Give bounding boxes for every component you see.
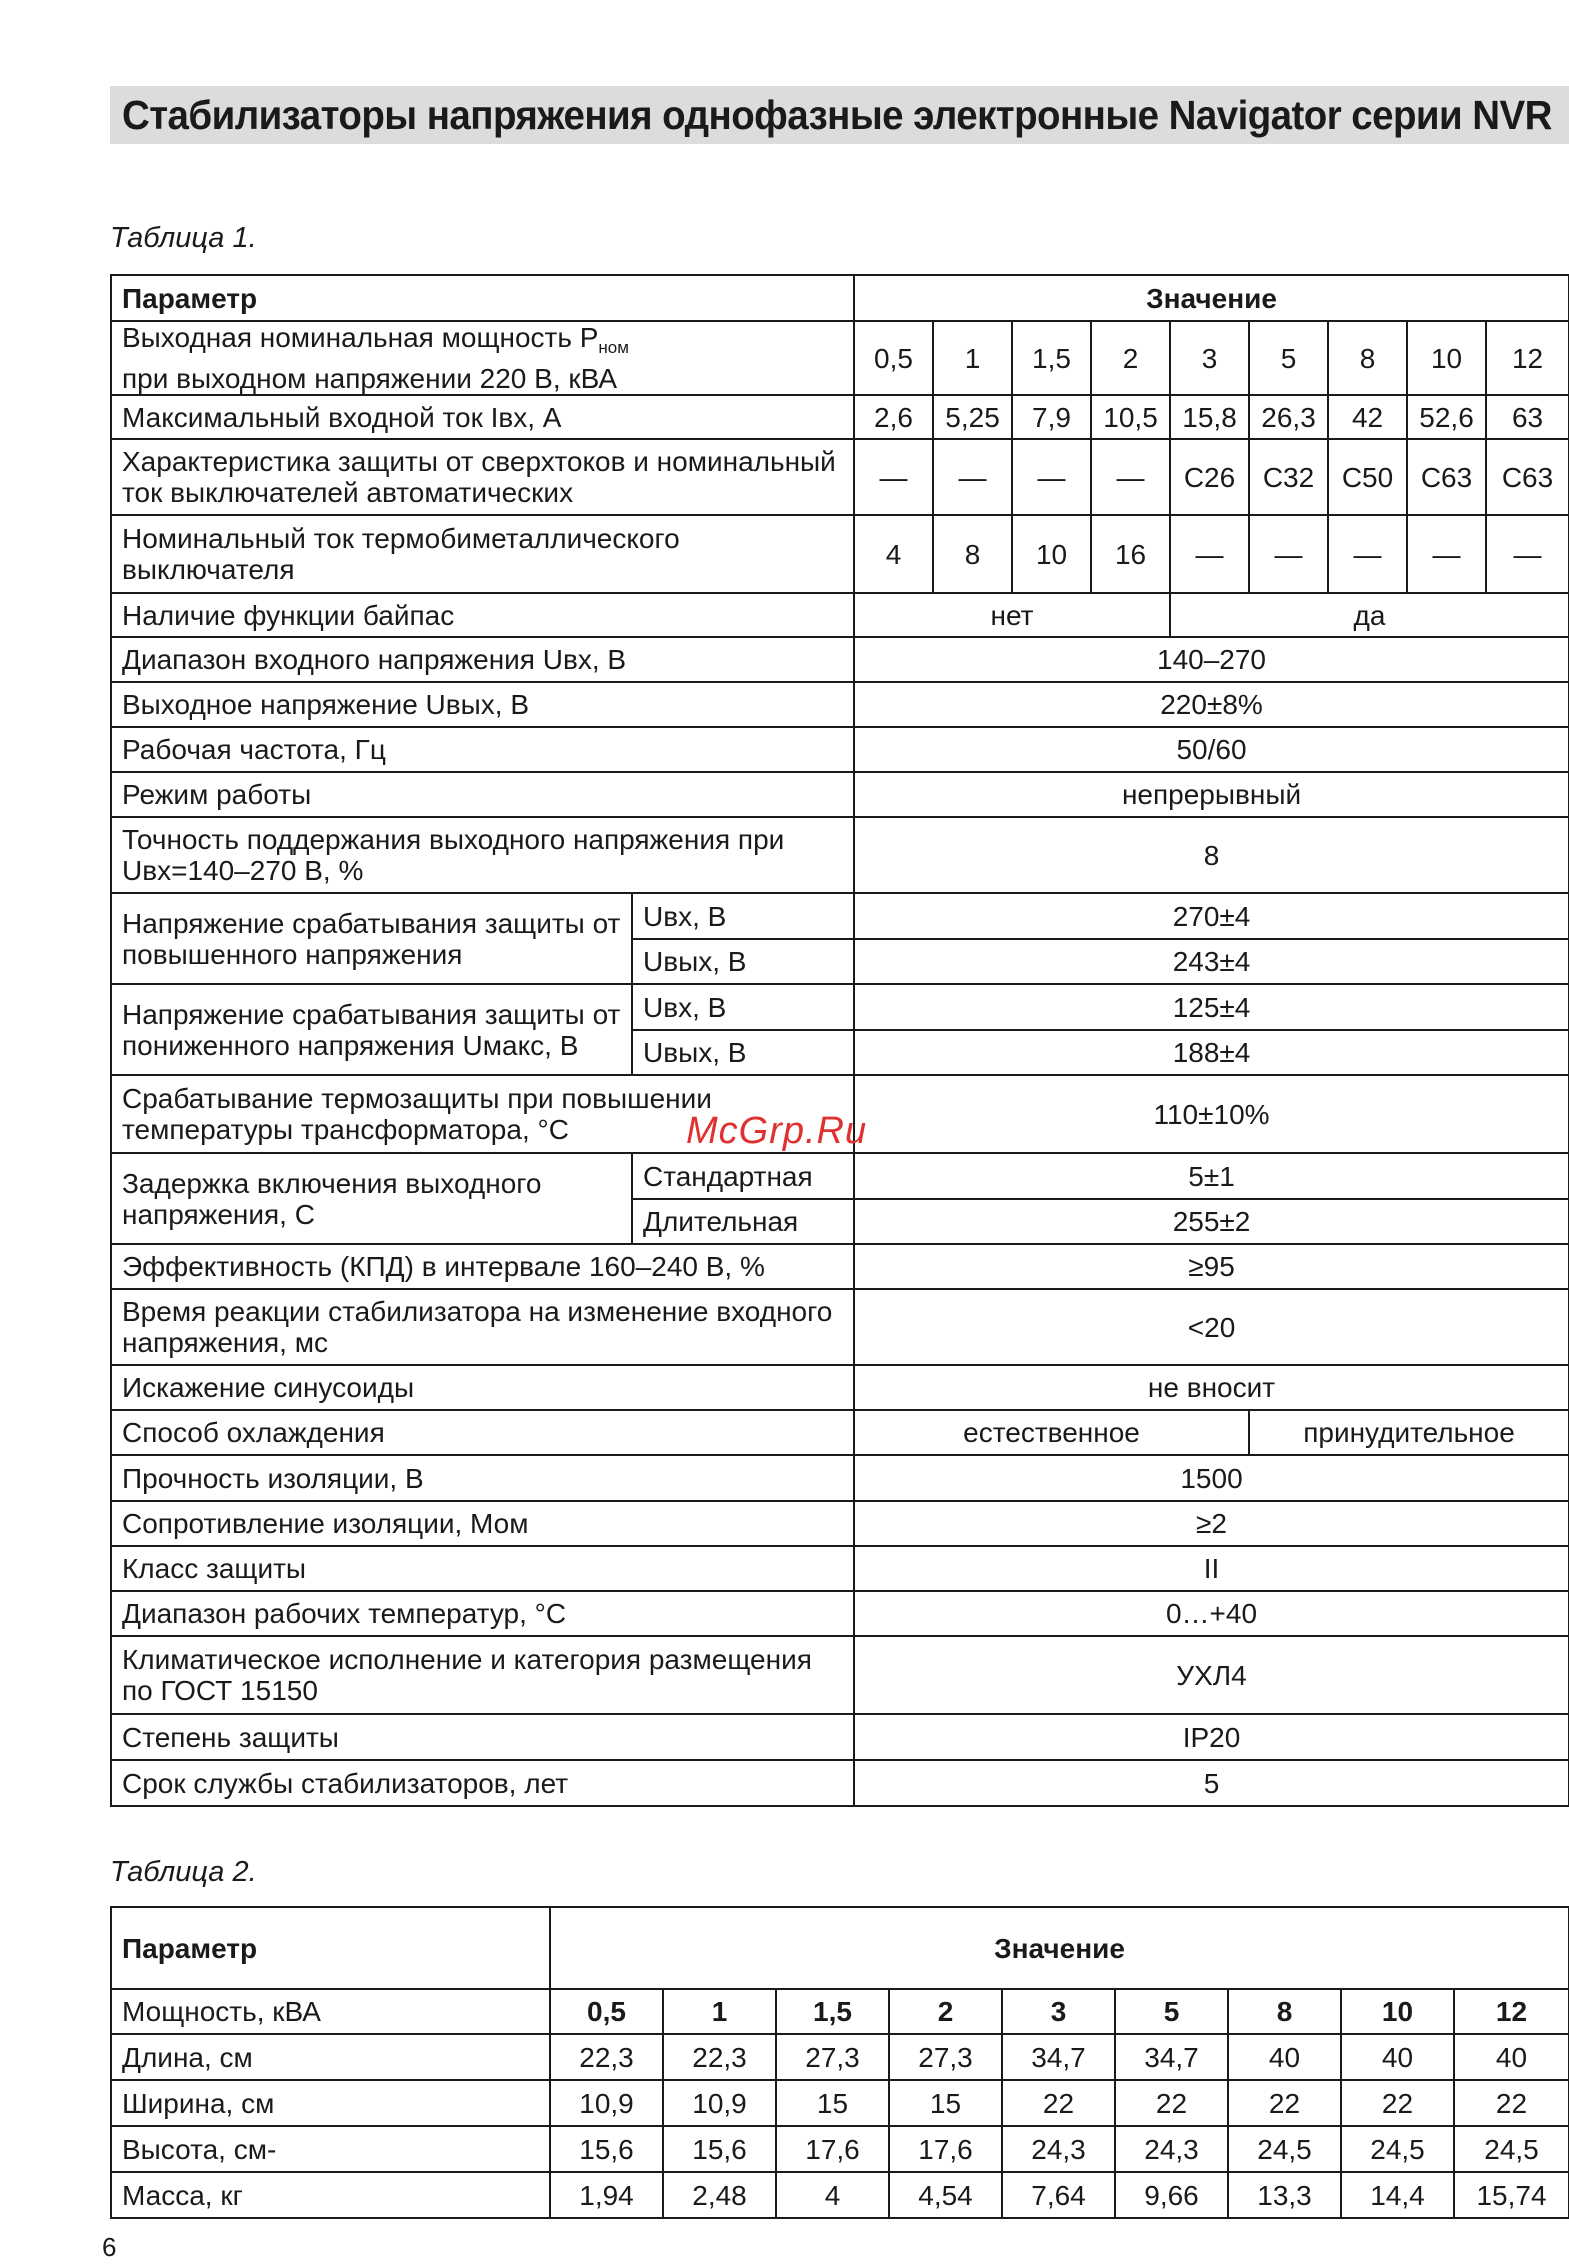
- dim-value: 1,94: [550, 2172, 663, 2218]
- page-title: Стабилизаторы напряжения однофазные электронные Navigator серии NVR: [110, 86, 1569, 144]
- under-label: Напряжение срабатывания защиты от пониженного напряжения Uмакс, В: [111, 984, 632, 1075]
- thermal-value: —: [1486, 515, 1569, 593]
- dim-value: 22,3: [550, 2034, 663, 2080]
- delay-sublabel: Стандартная: [632, 1153, 854, 1199]
- delay-value: 5±1: [854, 1153, 1569, 1199]
- param-value: ≥95: [854, 1244, 1569, 1289]
- table-row: [111, 1636, 1569, 1714]
- table-row: [111, 1455, 1569, 1501]
- param-value: непрерывный: [854, 772, 1569, 817]
- param-label: Режим работы: [111, 772, 854, 817]
- param-label: Сопротивление изоляции, Мом: [111, 1501, 854, 1546]
- under-value: 188±4: [854, 1030, 1569, 1075]
- table-row: [111, 817, 1569, 893]
- table-row: [111, 637, 1569, 682]
- header-param: Параметр: [111, 1907, 550, 1989]
- table-row: [111, 1365, 1569, 1410]
- over-sublabel: Uвх, В: [632, 893, 854, 939]
- current-value: 52,6: [1407, 395, 1486, 439]
- dim-value: 17,6: [776, 2126, 889, 2172]
- power-value: 1,5: [776, 1989, 889, 2034]
- table-row: [111, 727, 1569, 772]
- table-row: [111, 1591, 1569, 1636]
- bypass-no: нет: [854, 593, 1170, 637]
- table-row: [111, 1410, 1569, 1455]
- dim-value: 10,9: [550, 2080, 663, 2126]
- power-value: 0,5: [550, 1989, 663, 2034]
- table1-caption: Таблица 1.: [110, 222, 257, 254]
- dim-value: 22: [1341, 2080, 1454, 2126]
- power-value: 8: [1328, 321, 1407, 395]
- header-value: Значение: [550, 1907, 1569, 1989]
- over-value: 270±4: [854, 893, 1569, 939]
- power-value: 1,5: [1012, 321, 1091, 395]
- dim-label: Длина, см: [111, 2034, 550, 2080]
- table-row: [111, 2126, 1569, 2172]
- dim-value: 22: [1002, 2080, 1115, 2126]
- dim-value: 17,6: [889, 2126, 1002, 2172]
- dim-label: Высота, см-: [111, 2126, 550, 2172]
- delay-sublabel: Длительная: [632, 1199, 854, 1244]
- dim-value: 4,54: [889, 2172, 1002, 2218]
- dim-value: 9,66: [1115, 2172, 1228, 2218]
- param-label: Диапазон рабочих температур, °С: [111, 1591, 854, 1636]
- dim-label: Ширина, см: [111, 2080, 550, 2126]
- delay-value: 255±2: [854, 1199, 1569, 1244]
- thermal-value: 8: [933, 515, 1012, 593]
- param-label: Искажение синусоиды: [111, 1365, 854, 1410]
- breaker-label: Характеристика защиты от сверхтоков и номинальный ток выключателей автоматических: [111, 439, 854, 515]
- power-label-text-rest: при выходном напряжении 220 В, кВА: [122, 363, 618, 394]
- current-value: 26,3: [1249, 395, 1328, 439]
- current-value: 2,6: [854, 395, 933, 439]
- thermoprot-label: Срабатывание термозащиты при повышении температуры трансформатора, °С: [111, 1075, 854, 1153]
- specs-table: [110, 274, 1569, 1807]
- power-label-text: Выходная номинальная мощность P: [122, 322, 599, 353]
- dim-value: 2,48: [663, 2172, 776, 2218]
- table-row: [111, 984, 1569, 1030]
- thermal-value: 10: [1012, 515, 1091, 593]
- breaker-value: C32: [1249, 439, 1328, 515]
- param-value: 140–270: [854, 637, 1569, 682]
- param-label: Эффективность (КПД) в интервале 160–240 В, %: [111, 1244, 854, 1289]
- breaker-value: —: [1012, 439, 1091, 515]
- param-label: Точность поддержания выходного напряжения при Uвх=140–270 В, %: [111, 817, 854, 893]
- dim-value: 14,4: [1341, 2172, 1454, 2218]
- dimensions-table: [110, 1906, 1569, 2219]
- current-value: 10,5: [1091, 395, 1170, 439]
- cooling-natural: естественное: [854, 1410, 1249, 1455]
- current-value: 63: [1486, 395, 1569, 439]
- thermal-value: —: [1249, 515, 1328, 593]
- param-value: 5: [854, 1760, 1569, 1806]
- dim-value: 15,6: [550, 2126, 663, 2172]
- breaker-value: C63: [1407, 439, 1486, 515]
- power-value: 8: [1228, 1989, 1341, 2034]
- power-value: 1: [933, 321, 1012, 395]
- param-label: Рабочая частота, Гц: [111, 727, 854, 772]
- dim-value: 15: [889, 2080, 1002, 2126]
- power-value: 2: [889, 1989, 1002, 2034]
- dim-value: 7,64: [1002, 2172, 1115, 2218]
- dim-value: 34,7: [1115, 2034, 1228, 2080]
- breaker-value: C26: [1170, 439, 1249, 515]
- param-label: Климатическое исполнение и категория размещения по ГОСТ 15150: [111, 1636, 854, 1714]
- dim-value: 24,3: [1002, 2126, 1115, 2172]
- watermark: McGrp.Ru: [686, 1110, 868, 1152]
- current-value: 42: [1328, 395, 1407, 439]
- dim-value: 40: [1228, 2034, 1341, 2080]
- dim-value: 15: [776, 2080, 889, 2126]
- under-sublabel: Uвх, В: [632, 984, 854, 1030]
- over-value: 243±4: [854, 939, 1569, 984]
- table-row: [111, 321, 1569, 395]
- power-value: 10: [1407, 321, 1486, 395]
- power-value: 12: [1486, 321, 1569, 395]
- power-value: 10: [1341, 1989, 1454, 2034]
- param-value: 50/60: [854, 727, 1569, 772]
- bypass-label: Наличие функции байпас: [111, 593, 854, 637]
- breaker-value: —: [933, 439, 1012, 515]
- table-row: [111, 395, 1569, 439]
- param-value: не вносит: [854, 1365, 1569, 1410]
- thermoprot-value: 110±10%: [854, 1075, 1569, 1153]
- power-value: 1: [663, 1989, 776, 2034]
- under-value: 125±4: [854, 984, 1569, 1030]
- param-label: Выходное напряжение Uвых, В: [111, 682, 854, 727]
- table-row: [111, 275, 1569, 321]
- table-row: [111, 439, 1569, 515]
- table-row: [111, 1546, 1569, 1591]
- table-row: [111, 1714, 1569, 1760]
- dim-value: 27,3: [889, 2034, 1002, 2080]
- over-label: Напряжение срабатывания защиты от повышенного напряжения: [111, 893, 632, 984]
- breaker-value: —: [1091, 439, 1170, 515]
- dim-value: 15,6: [663, 2126, 776, 2172]
- param-value: УХЛ4: [854, 1636, 1569, 1714]
- current-value: 15,8: [1170, 395, 1249, 439]
- breaker-value: C50: [1328, 439, 1407, 515]
- param-value: IP20: [854, 1714, 1569, 1760]
- dim-value: 40: [1454, 2034, 1569, 2080]
- under-sublabel: Uвых, В: [632, 1030, 854, 1075]
- param-label: Время реакции стабилизатора на изменение входного напряжения, мс: [111, 1289, 854, 1365]
- dim-value: 22: [1454, 2080, 1569, 2126]
- dim-value: 22,3: [663, 2034, 776, 2080]
- breaker-value: C63: [1486, 439, 1569, 515]
- breaker-value: —: [854, 439, 933, 515]
- cooling-label: Способ охлаждения: [111, 1410, 854, 1455]
- table-row: [111, 893, 1569, 939]
- power-value: 0,5: [854, 321, 933, 395]
- power-value: 5: [1249, 321, 1328, 395]
- power-value: 12: [1454, 1989, 1569, 2034]
- dim-value: 40: [1341, 2034, 1454, 2080]
- thermal-value: —: [1407, 515, 1486, 593]
- param-value: 220±8%: [854, 682, 1569, 727]
- thermal-value: —: [1328, 515, 1407, 593]
- table-row: [111, 1907, 1569, 1989]
- param-value: ≥2: [854, 1501, 1569, 1546]
- param-value: II: [854, 1546, 1569, 1591]
- dim-value: 4: [776, 2172, 889, 2218]
- current-value: 7,9: [1012, 395, 1091, 439]
- thermal-value: 16: [1091, 515, 1170, 593]
- current-value: 5,25: [933, 395, 1012, 439]
- cooling-forced: принудительное: [1249, 1410, 1569, 1455]
- table-row: [111, 1289, 1569, 1365]
- table-row: [111, 515, 1569, 593]
- param-value: 0…+40: [854, 1591, 1569, 1636]
- table-row: [111, 2080, 1569, 2126]
- table-row: [111, 1153, 1569, 1199]
- table-row: [111, 772, 1569, 817]
- delay-label: Задержка включения выходного напряжения, С: [111, 1153, 632, 1244]
- page-number: 6: [102, 2232, 117, 2262]
- table-row: [111, 1501, 1569, 1546]
- param-label: Диапазон входного напряжения Uвх, В: [111, 637, 854, 682]
- param-value: 8: [854, 817, 1569, 893]
- dim-value: 24,5: [1341, 2126, 1454, 2172]
- dim-value: 24,5: [1228, 2126, 1341, 2172]
- bypass-yes: да: [1170, 593, 1569, 637]
- param-label: Степень защиты: [111, 1714, 854, 1760]
- over-sublabel: Uвых, В: [632, 939, 854, 984]
- dim-label: Масса, кг: [111, 2172, 550, 2218]
- dim-value: 34,7: [1002, 2034, 1115, 2080]
- table-row: [111, 593, 1569, 637]
- power-label: Мощность, кВА: [111, 1989, 550, 2034]
- power-value: 3: [1002, 1989, 1115, 2034]
- power-value: 3: [1170, 321, 1249, 395]
- thermal-value: 4: [854, 515, 933, 593]
- dim-value: 15,74: [1454, 2172, 1569, 2218]
- dim-value: 22: [1228, 2080, 1341, 2126]
- thermal-label: Номинальный ток термобиметаллического выключателя: [111, 515, 854, 593]
- table-row: [111, 2034, 1569, 2080]
- header-param: Параметр: [111, 275, 854, 321]
- table-row: [111, 682, 1569, 727]
- dim-value: 24,5: [1454, 2126, 1569, 2172]
- table-row: [111, 1989, 1569, 2034]
- table-row: [111, 1244, 1569, 1289]
- param-value: <20: [854, 1289, 1569, 1365]
- table-row: [111, 2172, 1569, 2218]
- table2-caption: Таблица 2.: [110, 1856, 257, 1888]
- current-label: Максимальный входной ток Iвх, А: [111, 395, 854, 439]
- power-label-subscript: ном: [598, 338, 629, 357]
- param-label: Класс защиты: [111, 1546, 854, 1591]
- dim-value: 10,9: [663, 2080, 776, 2126]
- thermal-value: —: [1170, 515, 1249, 593]
- dim-value: 13,3: [1228, 2172, 1341, 2218]
- power-value: 5: [1115, 1989, 1228, 2034]
- param-label: Прочность изоляции, В: [111, 1455, 854, 1501]
- param-label: Срок службы стабилизаторов, лет: [111, 1760, 854, 1806]
- table-row: [111, 1760, 1569, 1806]
- param-value: 1500: [854, 1455, 1569, 1501]
- dim-value: 24,3: [1115, 2126, 1228, 2172]
- header-value: Значение: [854, 275, 1569, 321]
- dim-value: 22: [1115, 2080, 1228, 2126]
- power-value: 2: [1091, 321, 1170, 395]
- dim-value: 27,3: [776, 2034, 889, 2080]
- power-label: [111, 321, 854, 395]
